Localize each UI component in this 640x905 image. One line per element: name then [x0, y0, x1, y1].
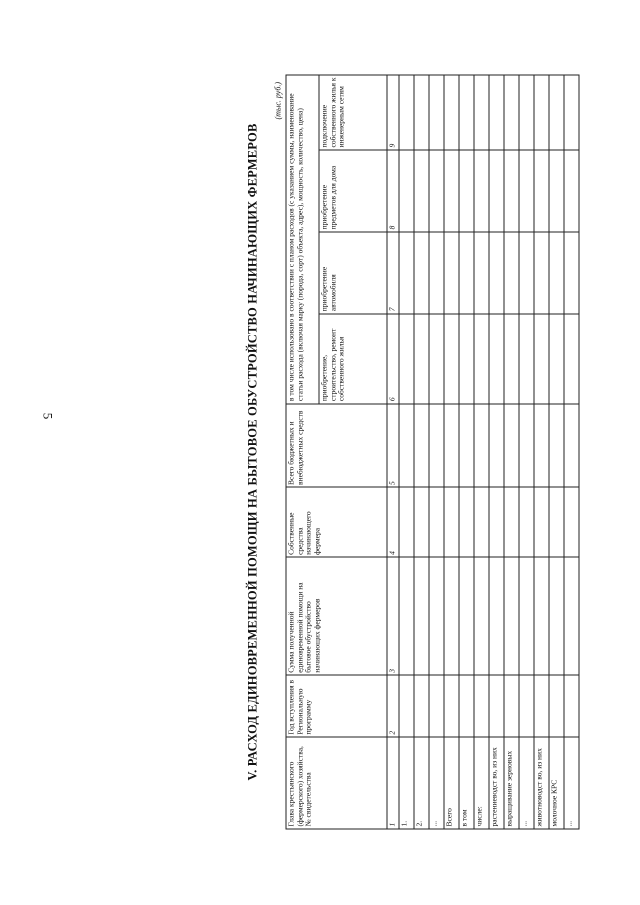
- table-cell: [444, 314, 459, 404]
- table-cell: [549, 314, 564, 404]
- table-cell: [474, 557, 489, 675]
- table-cell: [429, 404, 444, 488]
- table-row: [519, 75, 534, 829]
- header-used-group: в том числе использовано в соответствии с планом расходов (с указанием суммы, наименование статьи расхода (включая марку (порода, сорт) объекта, адрес), мощность, количество, цена): [286, 75, 319, 404]
- column-number: 1: [387, 737, 399, 829]
- unit-label: (тыс. руб.): [273, 81, 283, 120]
- table-cell: [399, 314, 414, 404]
- table-cell: [459, 404, 474, 488]
- row-label: выращивание зерновых: [504, 737, 519, 829]
- table-row: [489, 75, 504, 829]
- table-cell: [444, 404, 459, 488]
- table-cell: [399, 404, 414, 488]
- table-cell: [549, 232, 564, 314]
- table-cell: [459, 75, 474, 150]
- table-cell: [414, 557, 429, 675]
- table-cell: [504, 75, 519, 150]
- column-number: 4: [387, 487, 399, 557]
- table-cell: [534, 150, 549, 232]
- header-own-funds: Собственные средства начинающего фермера: [286, 487, 387, 557]
- table-cell: [429, 232, 444, 314]
- table-cell: [429, 314, 444, 404]
- column-number: 2: [387, 675, 399, 737]
- table-cell: [549, 487, 564, 557]
- table-row: [399, 75, 414, 829]
- table-row: [444, 75, 459, 829]
- column-number-row: [387, 75, 399, 829]
- table-cell: [504, 557, 519, 675]
- table-cell: [474, 232, 489, 314]
- table-cell: [474, 487, 489, 557]
- table-row: [414, 75, 429, 829]
- table-row: [474, 75, 489, 829]
- table-cell: [534, 75, 549, 150]
- row-label: молочное КРС: [549, 737, 564, 829]
- column-number: 6: [387, 314, 399, 404]
- table-cell: [489, 232, 504, 314]
- header-year-joined: Год вступления в Региональную программу: [286, 675, 387, 737]
- header-housing: приобретение, строительство, ремонт собственного жилья: [319, 314, 387, 404]
- header-row-1: [286, 75, 319, 829]
- row-label: в том: [459, 737, 474, 829]
- table-cell: [399, 150, 414, 232]
- table-cell: [429, 557, 444, 675]
- header-car: приобретение автомобиля: [319, 232, 387, 314]
- table-cell: [399, 557, 414, 675]
- table-cell: [414, 404, 429, 488]
- row-label: ...: [429, 737, 444, 829]
- table-cell: [564, 404, 579, 488]
- table-row: [564, 75, 579, 829]
- column-number: 9: [387, 75, 399, 150]
- header-grant-amount: Сумма полученной единовременной помощи на бытовое обустройство начинающих фермеров: [286, 557, 387, 675]
- row-label: ...: [564, 737, 579, 829]
- table-cell: [534, 232, 549, 314]
- table-cell: [444, 232, 459, 314]
- table-cell: [444, 557, 459, 675]
- table-cell: [414, 232, 429, 314]
- table-row: [549, 75, 564, 829]
- header-utilities: подключение собственного жилья к инженерным сетям: [319, 75, 387, 150]
- table-cell: [429, 487, 444, 557]
- table-cell: [564, 150, 579, 232]
- table-cell: [399, 675, 414, 737]
- table-cell: [489, 150, 504, 232]
- table-cell: [474, 675, 489, 737]
- column-number: 3: [387, 557, 399, 675]
- table-cell: [414, 314, 429, 404]
- table-cell: [459, 675, 474, 737]
- table-cell: [519, 232, 534, 314]
- table-cell: [429, 150, 444, 232]
- table-cell: [519, 150, 534, 232]
- table-cell: [444, 675, 459, 737]
- row-label: ...: [519, 737, 534, 829]
- table-cell: [564, 557, 579, 675]
- table-cell: [414, 75, 429, 150]
- table-cell: [519, 557, 534, 675]
- table-cell: [519, 75, 534, 150]
- table-row: [534, 75, 549, 829]
- table-row: [429, 75, 444, 829]
- table-cell: [564, 75, 579, 150]
- table-cell: [564, 314, 579, 404]
- row-label: животноводст во, из них: [534, 737, 549, 829]
- table-cell: [459, 557, 474, 675]
- table-cell: [489, 404, 504, 488]
- table-cell: [519, 404, 534, 488]
- table-cell: [399, 487, 414, 557]
- table-cell: [489, 487, 504, 557]
- table-cell: [564, 232, 579, 314]
- table-cell: [534, 404, 549, 488]
- table-cell: [504, 150, 519, 232]
- table-cell: [549, 404, 564, 488]
- table-cell: [549, 557, 564, 675]
- table-cell: [549, 75, 564, 150]
- table-cell: [444, 487, 459, 557]
- table-cell: [414, 487, 429, 557]
- table-cell: [564, 675, 579, 737]
- table-cell: [399, 75, 414, 150]
- page-number: 5: [40, 412, 56, 420]
- table-cell: [474, 404, 489, 488]
- table-cell: [534, 675, 549, 737]
- table-cell: [399, 232, 414, 314]
- row-label: растениеводст во, из них: [489, 737, 504, 829]
- column-number: 5: [387, 404, 399, 488]
- header-head-of-farm: Глава крестьянского (фермерского) хозяйства, № свидетельства: [286, 737, 387, 829]
- table-cell: [549, 150, 564, 232]
- table-cell: [414, 675, 429, 737]
- table-cell: [429, 675, 444, 737]
- table-cell: [459, 314, 474, 404]
- table-cell: [414, 150, 429, 232]
- table-cell: [474, 75, 489, 150]
- table-cell: [504, 487, 519, 557]
- table-cell: [459, 150, 474, 232]
- table-cell: [459, 487, 474, 557]
- table-cell: [489, 675, 504, 737]
- table-cell: [534, 557, 549, 675]
- table-cell: [504, 314, 519, 404]
- table-cell: [489, 75, 504, 150]
- column-number: 7: [387, 232, 399, 314]
- table-cell: [504, 232, 519, 314]
- row-label: 2.: [414, 737, 429, 829]
- table-cell: [534, 314, 549, 404]
- header-household-items: приобретение предметов для дома: [319, 150, 387, 232]
- header-total-funds: Всего бюджетных и внебюджетных средств: [286, 404, 387, 488]
- table-cell: [444, 150, 459, 232]
- row-label: числе:: [474, 737, 489, 829]
- table-cell: [489, 557, 504, 675]
- table-cell: [519, 314, 534, 404]
- page-title: V. РАСХОД ЕДИНОВРЕМЕННОЙ ПОМОЩИ НА БЫТОВОЕ ОБУСТРОЙСТВО НАЧИНАЮЩИХ ФЕРМЕРОВ: [245, 123, 260, 781]
- table-cell: [549, 675, 564, 737]
- table-cell: [519, 675, 534, 737]
- table-row: [459, 75, 474, 829]
- table-cell: [474, 150, 489, 232]
- column-number: 8: [387, 150, 399, 232]
- table-cell: [534, 487, 549, 557]
- document-sheet: [245, 75, 574, 830]
- table-cell: [489, 314, 504, 404]
- table-cell: [429, 75, 444, 150]
- row-label: Всего: [444, 737, 459, 829]
- table-cell: [519, 487, 534, 557]
- table-cell: [444, 75, 459, 150]
- table-cell: [459, 232, 474, 314]
- row-label: 1.: [399, 737, 414, 829]
- expense-table: [286, 75, 580, 830]
- table-cell: [504, 404, 519, 488]
- table-cell: [564, 487, 579, 557]
- table-cell: [504, 675, 519, 737]
- table-row: [504, 75, 519, 829]
- table-cell: [474, 314, 489, 404]
